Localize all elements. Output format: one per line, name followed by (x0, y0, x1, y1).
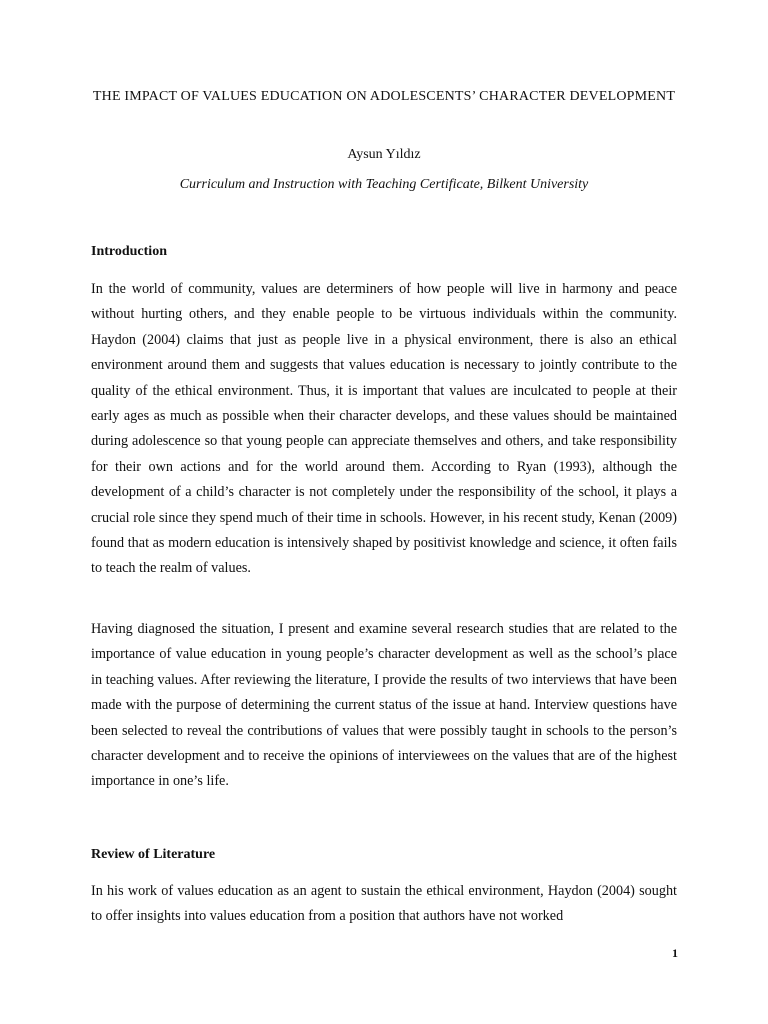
paragraph: In his work of values education as an agent to sustain the ethical environment, Haydon (2004) sought to offer insights into values education from a position that authors have not worked (91, 883, 677, 925)
author-name: Aysun Yıldız (347, 147, 421, 162)
paper-title: THE IMPACT OF VALUES EDUCATION ON ADOLESCENTS’ CHARACTER DEVELOPMENT (92, 89, 676, 104)
section-heading-review: Review of Literature (91, 847, 216, 862)
paragraph: Having diagnosed the situation, I present and examine several research studies that are related to the importance of value education in young people’s character development as well as the school’s place in teaching values. After reviewing the literature, I provide the results of two interviews that have been made with the purpose of determining the current status of the issue at hand. Interview questions have been selected to reveal the contributions of values that were possibly taught in schools to the person’s character development and to receive the opinions of interviewees on the values that are of the highest importance in one’s life. (91, 621, 677, 790)
author-affiliation: Curriculum and Instruction with Teaching Certificate, Bilkent University (179, 177, 589, 192)
paragraph: In the world of community, values are determiners of how people will live in harmony and peace without hurting others, and they enable people to be virtuous individuals within the community. Haydon (2004) claims that just as people live in a physical environment, there is also an ethical environment around them and suggests that values education is necessary to jointly contribute to the quality of the ethical environment. Thus, it is important that values are inculcated to people at their early ages as much as possible when their character develops, and these values should be maintained during adolescence so that young people can appreciate themselves and others, and take responsibility for their own actions and for the world around them. According to Ryan (1993), although the development of a child’s character is not completely under the responsibility of the school, it plays a crucial role since they spend much of their time in schools. However, in his recent study, Kenan (2009) found that as modern education is intensively shaped by positivist knowledge and science, it often fails to teach the realm of values. (91, 281, 677, 577)
section-heading-introduction: Introduction (91, 244, 167, 259)
page-number: 1 (672, 946, 678, 960)
